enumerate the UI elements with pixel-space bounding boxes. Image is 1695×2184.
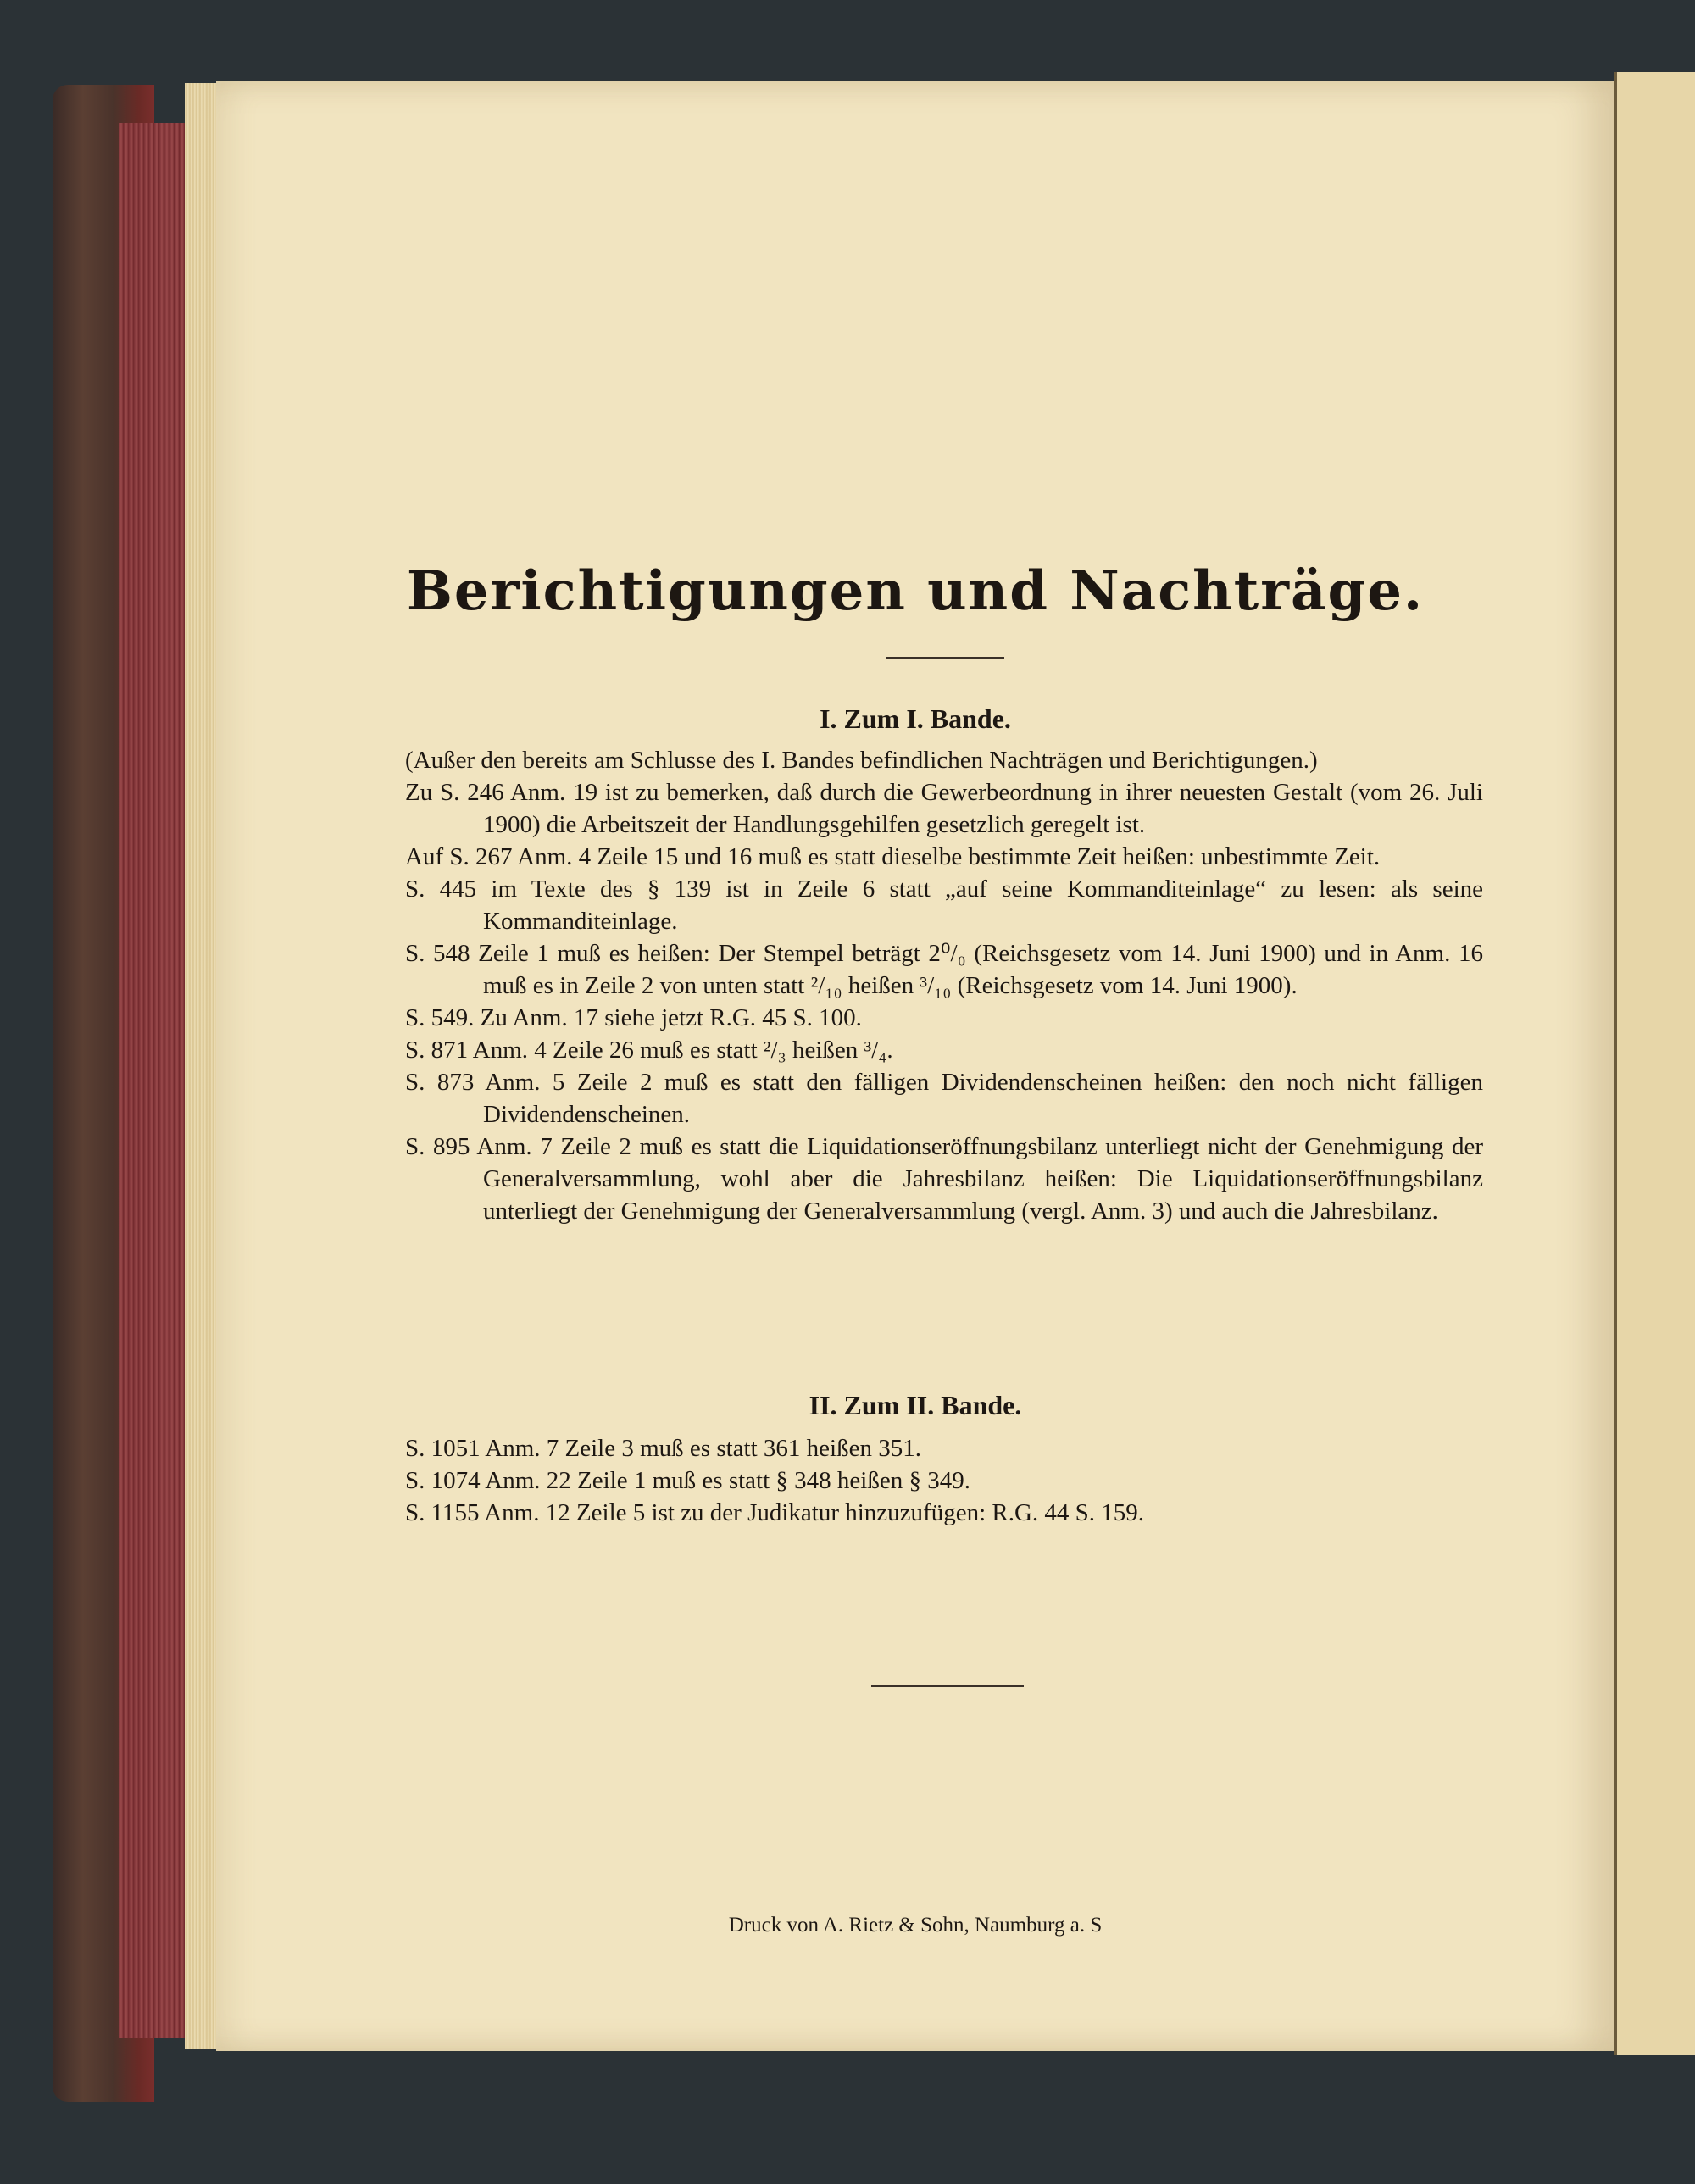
page-edges <box>119 123 186 2038</box>
closing-rule <box>871 1685 1024 1687</box>
page-stack <box>185 83 219 2049</box>
note-entry: Auf S. 267 Anm. 4 Zeile 15 und 16 muß es statt dieselbe bestimmte Zeit heißen: unbestimmte Zeit. <box>405 843 1381 870</box>
note-entry: S. 1074 Anm. 22 Zeile 1 muß es statt § 348 heißen § 349. <box>405 1467 970 1494</box>
printer-imprint: Druck von A. Rietz & Sohn, Naumburg a. S <box>728 1914 1103 1937</box>
note-entry: S. 895 Anm. 7 Zeile 2 muß es statt die Liquidationseröffnungsbilanz unterliegt nicht der Genehmigung der Generalversammlung, wohl aber die Jahresbilanz heißen: Die Liquidationseröffnungsbilanz unterliegt der Genehmigung der Generalversammlung (vergl. Anm. 3) und auch die Jahresbilanz. <box>405 1133 1483 1225</box>
note-entry: S. 548 Zeile 1 muß es heißen: Der Stempel beträgt 2⁰/₀ (Reichsgesetz vom 14. Juni 1900) und in Anm. 16 muß es in Zeile 2 von unten statt ²/₁₀ heißen ³/₁₀ (Reichsgesetz vom 14. Juni 1900). <box>405 940 1483 999</box>
section-1-heading: I. Zum I. Bande. <box>820 703 1011 734</box>
note-entry: S. 549. Zu Anm. 17 siehe jetzt R.G. 45 S. 100. <box>405 1004 862 1031</box>
note-entry: Zu S. 246 Anm. 19 ist zu bemerken, daß durch die Gewerbeordnung in ihrer neuesten Gestalt (vom 26. Juli 1900) die Arbeitszeit der Handlungsgehilfen gesetzlich geregelt ist. <box>405 779 1483 838</box>
section-2-heading: II. Zum II. Bande. <box>809 1390 1022 1420</box>
note-entry: (Außer den bereits am Schlusse des I. Bandes befindlichen Nachträgen und Berichtigungen.) <box>405 747 1318 774</box>
page-title: Berichtigungen und Nachträge. <box>406 559 1425 623</box>
title-rule <box>886 657 1004 659</box>
note-entry: S. 873 Anm. 5 Zeile 2 muß es statt den fälligen Dividendenscheinen heißen: den noch nicht fälligen Dividendenscheinen. <box>405 1069 1483 1128</box>
section-1-body <box>405 744 1483 1227</box>
note-entry: S. 871 Anm. 4 Zeile 26 muß es statt ²/₃ heißen ³/₄. <box>405 1036 893 1064</box>
note-entry: S. 445 im Texte des § 139 ist in Zeile 6 statt „auf seine Kommanditeinlage“ zu lesen: als seine Kommanditeinlage. <box>405 875 1483 935</box>
facing-page <box>1614 72 1695 2055</box>
note-entry: S. 1051 Anm. 7 Zeile 3 muß es statt 361 heißen 351. <box>405 1435 921 1462</box>
note-entry: S. 1155 Anm. 12 Zeile 5 ist zu der Judikatur hinzuzufügen: R.G. 44 S. 159. <box>405 1499 1145 1526</box>
section-2-body <box>405 1432 1483 1529</box>
